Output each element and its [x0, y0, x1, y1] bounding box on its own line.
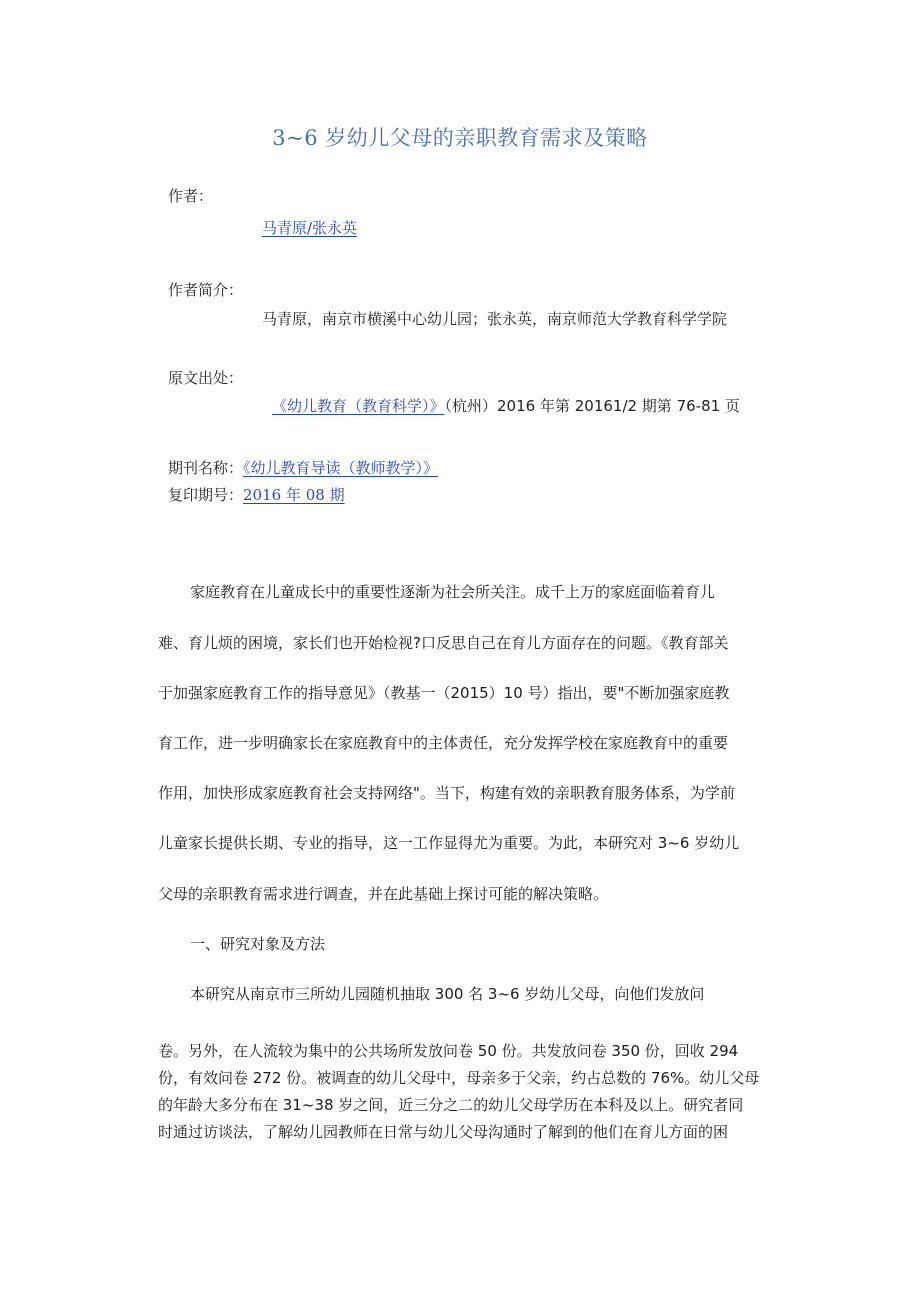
source-issue-text: （杭州）2016 年第 20161/2 期第 76-81 页 — [444, 397, 740, 415]
body-line: 难、育儿烦的困境，家长们也开始检视?口反思自己在育儿方面存在的问题。《教育部关 — [158, 634, 729, 652]
author-link[interactable]: 马青原/张永英 — [262, 219, 358, 237]
journal-label: 期刊名称： — [168, 459, 244, 477]
body-line: 作用，加快形成家庭教育社会支持网络"。当下，构建有效的亲职教育服务体系，为学前 — [158, 784, 735, 802]
body-line: 儿童家长提供长期、专业的指导，这一工作显得尤为重要。为此，本研究对 3~6 岁幼儿 — [158, 834, 740, 852]
body-line: 卷。另外，在人流较为集中的公共场所发放问卷 50 份。共发放问卷 350 份，回收 294 — [158, 1042, 739, 1060]
author-bio-value: 马青原，南京市横溪中心幼儿园；张永英，南京师范大学教育科学学院 — [262, 310, 728, 328]
body-line: 时通过访谈法，了解幼儿园教师在日常与幼儿父母沟通时了解到的他们在育儿方面的困 — [158, 1123, 729, 1141]
body-line: 家庭教育在儿童成长中的重要性逐渐为社会所关注。成千上万的家庭面临着育儿 — [190, 583, 716, 601]
source-journal-link[interactable]: 《幼儿教育（教育科学）》 — [272, 397, 445, 415]
reprint-label: 复印期号： — [168, 486, 244, 504]
body-line: 份，有效问卷 272 份。被调查的幼儿父母中，母亲多于父亲，约占总数的 76%。幼儿父母 — [158, 1069, 760, 1087]
body-line: 本研究从南京市三所幼儿园随机抽取 300 名 3~6 岁幼儿父母，向他们发放问 — [190, 985, 705, 1003]
author-bio-label: 作者简介： — [168, 281, 244, 299]
reprint-link[interactable]: 2016 年 08 期 — [243, 486, 345, 504]
section-heading: 一、研究对象及方法 — [190, 935, 326, 953]
page-title: 3~6 岁幼儿父母的亲职教育需求及策略 — [272, 126, 648, 150]
source-line — [272, 395, 740, 416]
body-line: 父母的亲职教育需求进行调查，并在此基础上探讨可能的解决策略。 — [158, 885, 609, 903]
author-label: 作者： — [168, 187, 214, 205]
journal-link[interactable]: 《幼儿教育导读（教师教学）》 — [243, 459, 439, 477]
source-label: 原文出处： — [168, 369, 244, 387]
reprint-row — [168, 484, 345, 505]
body-line: 于加强家庭教育工作的指导意见》（教基一（2015）10 号）指出，要"不断加强家庭教 — [158, 684, 730, 702]
body-line: 育工作，进一步明确家长在家庭教育中的主体责任，充分发挥学校在家庭教育中的重要 — [158, 734, 729, 752]
body-line: 的年龄大多分布在 31~38 岁之间，近三分之二的幼儿父母学历在本科及以上。研究者同 — [158, 1096, 744, 1114]
journal-row — [168, 457, 438, 478]
